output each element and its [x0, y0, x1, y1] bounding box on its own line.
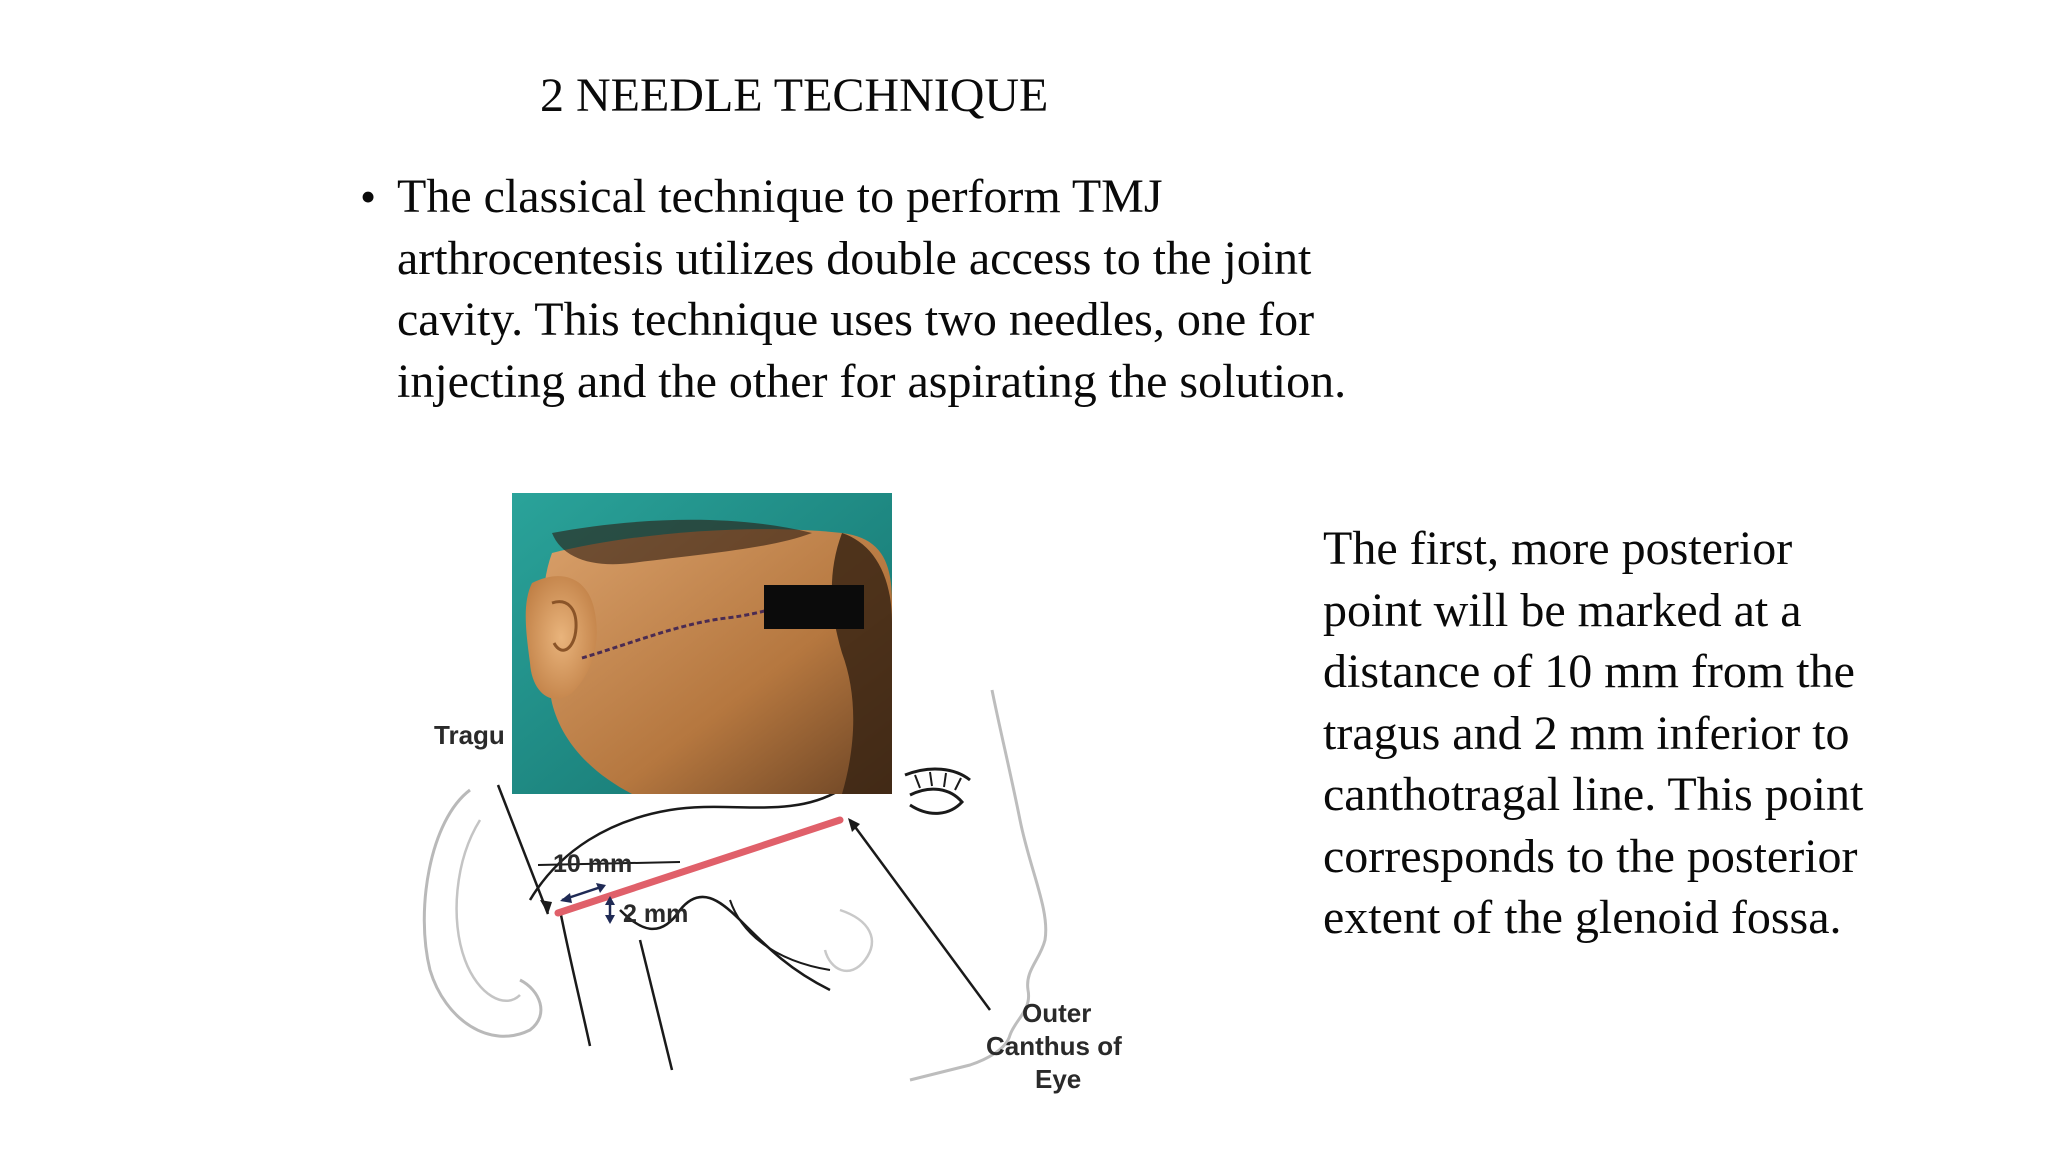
muscle-line [730, 900, 830, 970]
bullet-line: cavity. This technique uses two needles, one for [397, 293, 1315, 346]
side-line: extent of the glenoid fossa. [1323, 891, 1842, 944]
outer-canthus-label-line3: Eye [1035, 1064, 1082, 1094]
side-line: distance of 10 mm from the [1323, 645, 1855, 698]
bullet-line: arthrocentesis utilizes double access to the joint [397, 231, 1312, 285]
ten-mm-label: 10 mm [553, 850, 633, 878]
tragus-label: Tragu [434, 720, 505, 750]
cheek-outline [825, 910, 872, 971]
censor-bar [764, 585, 864, 629]
side-paragraph [1323, 518, 1983, 949]
jaw-line [640, 940, 672, 1070]
ear-outline [424, 790, 541, 1036]
side-line: corresponds to the posterior [1323, 829, 1858, 883]
ramus-line [560, 910, 590, 1046]
two-mm-label: 2 mm [623, 900, 689, 928]
outer-canthus-label-line1: Outer [1022, 998, 1092, 1028]
bullet-list [360, 166, 1460, 412]
clinical-photo [512, 493, 892, 794]
side-line: The first, more posterior [1323, 522, 1793, 575]
bullet-line: The classical technique to perform TMJ [397, 170, 1163, 223]
eyelashes [915, 772, 961, 790]
side-line: canthotragal line. This point [1323, 768, 1864, 821]
anatomy-figure [410, 490, 1140, 1110]
zygomatic-line [530, 790, 840, 900]
ten-mm-arrowhead-left [560, 893, 572, 903]
bullet-line: injecting and the other for aspirating the solution. [397, 354, 1347, 408]
side-line: point will be marked at a [1323, 583, 1802, 637]
bullet-marker: • [360, 171, 377, 222]
eye-outline [910, 789, 962, 813]
outer-canthus-label-line2: Canthus of [986, 1031, 1122, 1061]
outer-canthus-pointer [850, 820, 990, 1010]
clinical-photo-image [512, 493, 892, 794]
tragus-pointer [498, 785, 548, 914]
two-mm-arrowhead-bottom [605, 915, 615, 924]
ear-inner-outline [457, 820, 520, 1001]
side-line: tragus and 2 mm inferior to [1323, 706, 1850, 760]
slide-title: 2 NEEDLE TECHNIQUE [540, 69, 1049, 122]
